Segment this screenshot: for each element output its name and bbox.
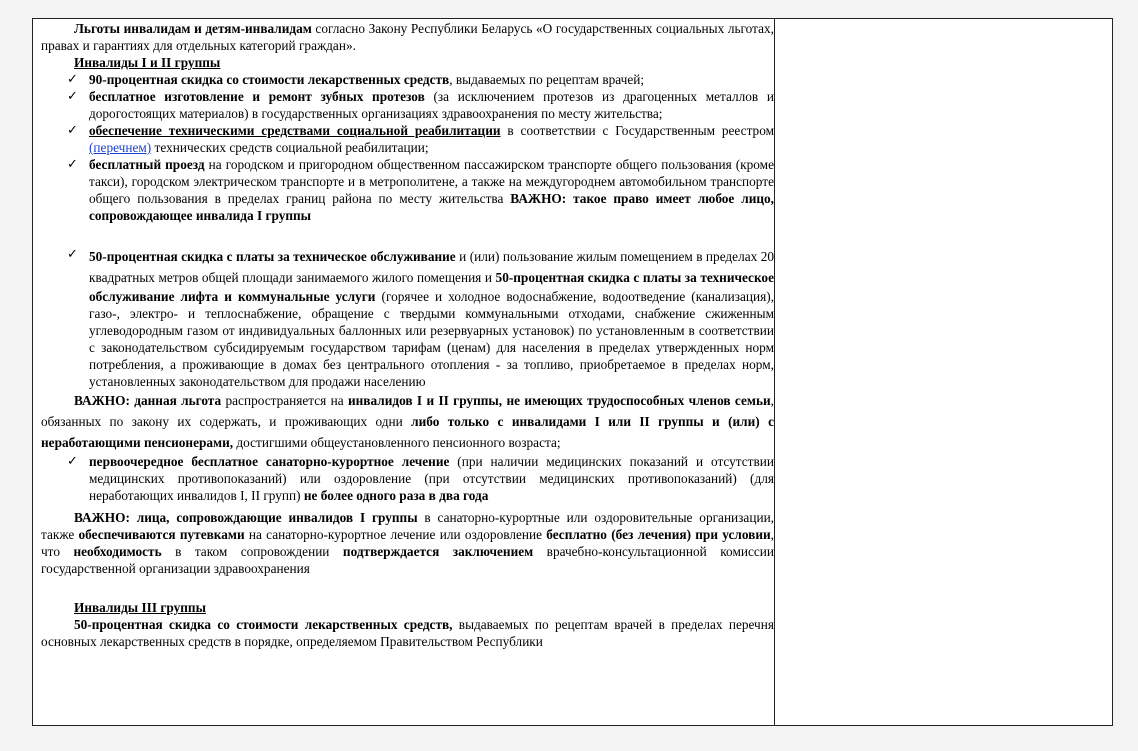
intro-paragraph xyxy=(41,20,774,54)
heading-group-3: Инвалиды III группы xyxy=(74,600,206,615)
checkmark-icon: ✓ xyxy=(67,89,78,104)
benefit-item-sanatorium: ✓ первоочередное бесплатное санаторно-курортное лечение (при наличии медицинских показаний и отсутствии медицинских противопоказаний) или оздоровление (при отсутствии медицинских противопоказаний) (для неработающих инвалидов I, II групп) не более одного раза в два года xyxy=(67,454,774,503)
document-text-column xyxy=(33,19,775,725)
checkmark-icon: ✓ xyxy=(67,454,78,469)
checkmark-icon: ✓ xyxy=(67,72,78,87)
benefit-item-housing-discount: ✓ 50-процентная скидка с платы за техническое обслуживание и (или) пользование жилым помещением в пределах 20 квадратных метров общей площади занимаемого жилого помещения и 50-процентная скидка с платы за техническое обслуживание лифта и коммунальные услуги (горячее и холодное водоснабжение, водоотведение (канализация), газо-, электро- и теплоснабжение, обращение с твердыми коммунальными отходами, снабжение сжиженным углеводородным газом от индивидуальных баллонных или резервуарных установок) по установленным в соответствии с законодательством субсидируемым государством тарифам (ценам) для населения в пределах утвержденных норм потребления, а проживающие в домах без центрального отопления - за топливо, приобретаемое в пределах норм, установленных законодательством для продажи населению xyxy=(67,247,774,389)
checkmark-icon: ✓ xyxy=(67,157,78,172)
group3-medicines-paragraph: 50-процентная скидка со стоимости лекарственных средств, выдаваемых по рецептам врачей в пределах перечня основных лекарственных средств в порядке, определяемом Правительством Республики xyxy=(41,617,774,649)
document-page xyxy=(32,18,1113,726)
note-housing: ВАЖНО: данная льгота распространяется на инвалидов I и II группы, не имеющих трудоспособных членов семьи, обязанных по закону их содержать, и проживающих одни либо только с инвалидами I или II группы и (или) с неработающими пенсионерами, достигшими общеустановленного пенсионного возраста; xyxy=(41,393,774,450)
benefit-item-dentures: ✓ бесплатное изготовление и ремонт зубных протезов (за исключением протезов из драгоценных металлов и дорогостоящих материалов) в государственных организациях здравоохранения по месту жительства; xyxy=(67,89,775,121)
empty-right-column xyxy=(775,19,1112,725)
benefit-item-rehab-means: ✓ обеспечение техническими средствами социальной реабилитации в соответствии с Государственным реестром (перечнем) технических средств социальной реабилитации; xyxy=(67,123,774,155)
note-sanatorium: ВАЖНО: лица, сопровождающие инвалидов I группы в санаторно-курортные или оздоровительные организации, также обеспечиваются путевками на санаторно-курортное лечение или оздоровление бесплатно (без лечения) при условии, что необходимость в таком сопровождении подтверждается заключением врачебно-консультационной комиссии государственной организации здравоохранения xyxy=(41,510,775,576)
heading-group-1-2: Инвалиды I и II группы xyxy=(74,55,221,70)
checkmark-icon: ✓ xyxy=(67,123,78,138)
checkmark-icon: ✓ xyxy=(67,247,78,262)
intro-bold: Льготы инвалидам и детям-инвалидам xyxy=(74,21,312,36)
intro-text: согласно Закону Республики Беларусь «О государственных социальных льготах, правах и гарантиях для отдельных категорий граждан». xyxy=(41,21,774,53)
benefit-item-free-transport: ✓ бесплатный проезд на городском и пригородном общественном пассажирском транспорте общего пользования (кроме такси), городском электрическом транспорте и в метрополитене, а также на междугороднем автомобильном транспорте общего пользования в пределах границ района по месту жительства ВАЖНО: такое право имеет любое лицо, сопровождающее инвалида I группы xyxy=(67,157,775,223)
benefit-item-medicines: ✓ 90-процентная скидка со стоимости лекарственных средств, выдаваемых по рецептам врачей; xyxy=(67,72,645,87)
registry-link[interactable]: (перечнем) xyxy=(89,140,152,155)
